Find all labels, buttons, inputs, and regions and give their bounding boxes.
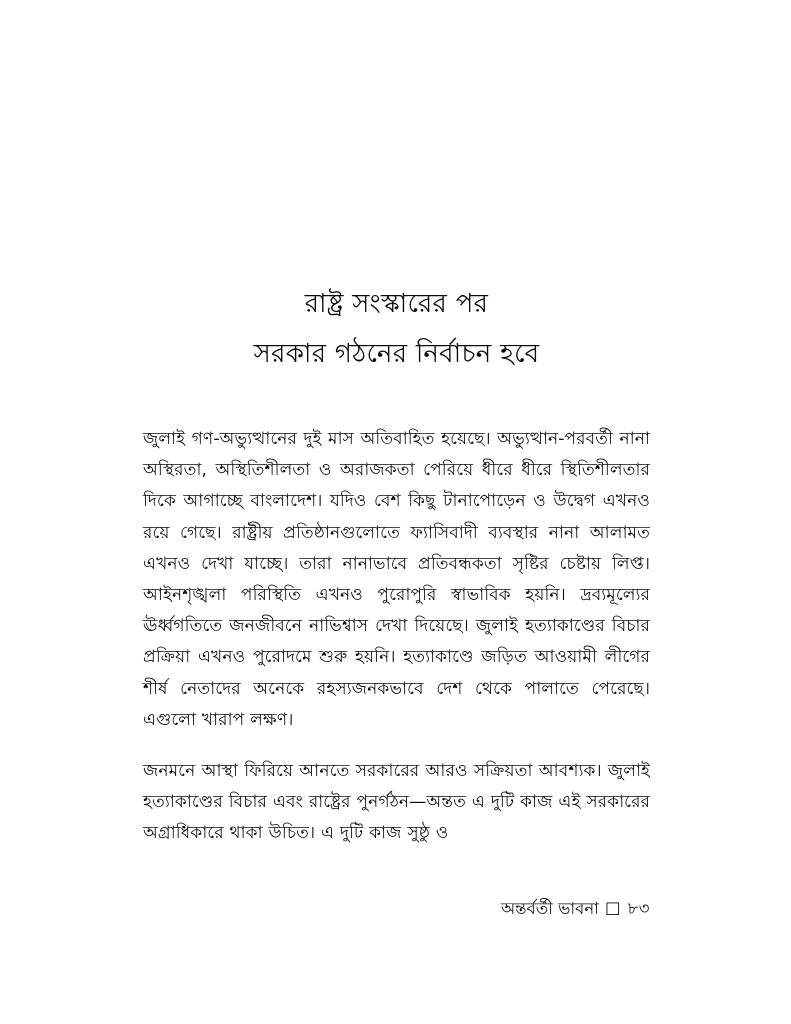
page-number: ৮৩: [627, 899, 650, 918]
body-text: [143, 424, 650, 850]
body-paragraph-1: জুলাই গণ-অভ্যুত্থানের দুই মাস অতিবাহিত হয়েছে। অভ্যুত্থান-পরবর্তী নানা অস্থিরতা, অস্থিতিশীলতা ও অরাজকতা পেরিয়ে ধীরে ধীরে স্থিতিশীলতার দিকে আগাচ্ছে বাংলাদেশ। যদিও বেশ কিছু টানাপোড়েন ও উদ্বেগ এখনও রয়ে গেছে। রাষ্ট্রীয় প্রতিষ্ঠানগুলোতে ফ্যাসিবাদী ব্যবস্থার নানা আলামত এখনও দেখা যাচ্ছে। তারা নানাভাবে প্রতিবন্ধকতা সৃষ্টির চেষ্টায় লিপ্ত। আইনশৃঙ্খলা পরিস্থিতি এখনও পুরোপুরি স্বাভাবিক হয়নি। দ্রব্যমূল্যের ঊর্ধ্বগতিতে জনজীবনে নাভিশ্বাস দেখা দিয়েছে। জুলাই হত্যাকাণ্ডের বিচার প্রক্রিয়া এখনও পুরোদমে শুরু হয়নি। হত্যাকাণ্ডে জড়িত আওয়ামী লীগের শীর্ষ নেতাদের অনেকে রহস্যজনকভাবে দেশ থেকে পালাতে পেরেছে। এগুলো খারাপ লক্ষণ।: [143, 429, 650, 730]
footer-book-title: অন্তর্বর্তী ভাবনা: [500, 899, 599, 918]
chapter-title-line-2: সরকার গঠনের নির্বাচন হবে: [253, 339, 540, 370]
page-footer: [143, 898, 650, 920]
footer-separator-icon: □: [604, 898, 621, 917]
chapter-title-line-1: রাষ্ট্র সংস্কারের পর: [304, 289, 489, 320]
chapter-title: [143, 279, 650, 379]
body-paragraph-2: জনমনে আস্থা ফিরিয়ে আনতে সরকারের আরও সক্রিয়তা আবশ্যক। জুলাই হত্যাকাণ্ডের বিচার এবং রাষ্ট্রের পুনর্গঠন—অন্তত এ দুটি কাজ এই সরকারের অগ্রাধিকারে থাকা উচিত। এ দুটি কাজ সুষ্ঠু ও: [143, 761, 650, 844]
